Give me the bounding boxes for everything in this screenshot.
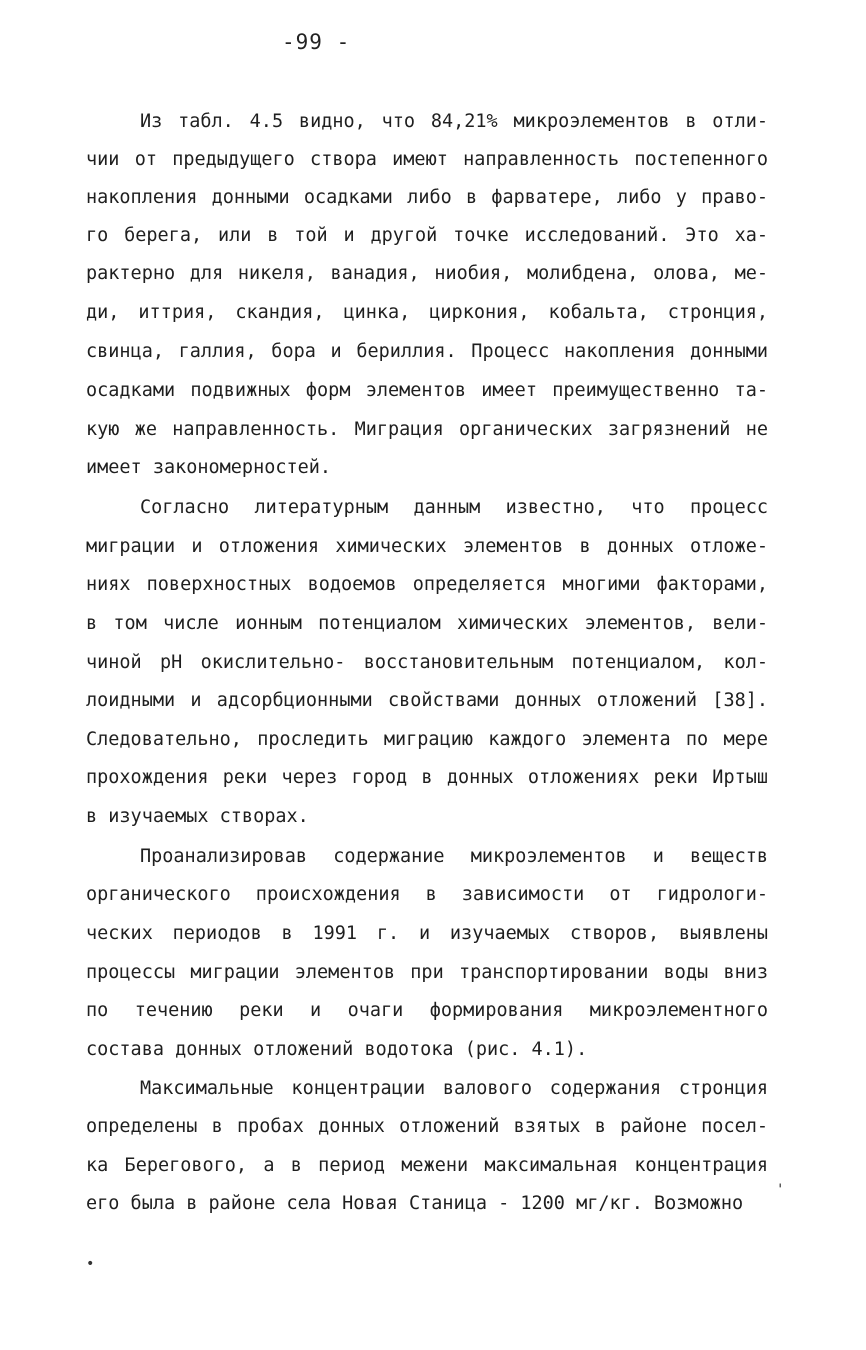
paragraph-1-line-2: чии от предыдущего створа имеют направленность постепенного — [86, 149, 768, 170]
paragraph-2-line-1: Согласно литературным данным известно, что процесс — [140, 497, 768, 518]
paragraph-4-line-1: Максимальные концентрации валового содержания стронция — [140, 1078, 768, 1099]
paragraph-2-line-2: миграции и отложения химических элементов в донных отложе- — [86, 536, 768, 557]
paragraph-3-line-4: процессы миграции элементов при транспортировании воды вниз — [86, 962, 768, 983]
paragraph-4-line-4: его была в районе села Новая Станица - 1200 мг/кг. Возможно — [86, 1193, 744, 1214]
paragraph-1-line-4: го берега, или в той и другой точке исследований. Это ха- — [86, 225, 768, 246]
paragraph-3-line-5: по течению реки и очаги формирования микроэлементного — [86, 1000, 768, 1021]
paragraph-1-line-6: ди, иттрия, скандия, цинка, циркония, кобальта, стронция, — [86, 302, 768, 323]
paragraph-2-line-5: чиной рН окислительно- восстановительным потенциалом, кол- — [86, 652, 768, 673]
paragraph-1-line-9: кую же направленность. Миграция органических загрязнений не — [86, 419, 768, 440]
page-number: -99 - — [282, 30, 351, 54]
paragraph-1-line-5: рактерно для никеля, ванадия, ниобия, молибдена, олова, ме- — [86, 263, 768, 284]
paragraph-2-line-3: ниях поверхностных водоемов определяется многими факторами, — [86, 574, 768, 595]
paragraph-2-line-9: в изучаемых створах. — [86, 806, 309, 827]
scan-dot: • — [86, 1256, 95, 1272]
paragraph-3-line-3: ческих периодов в 1991 г. и изучаемых створов, выявлены — [86, 923, 768, 944]
paragraph-4-line-3: ка Берегового, а в период межени максимальная концентрация — [86, 1155, 768, 1176]
paragraph-2-line-7: Следовательно, проследить миграцию каждого элемента по мере — [86, 729, 768, 750]
paragraph-1-line-1: Из табл. 4.5 видно, что 84,21% микроэлементов в отли- — [140, 111, 768, 132]
paragraph-2-line-8: прохождения реки через город в донных отложениях реки Иртыш — [86, 767, 768, 788]
paragraph-1-line-3: накопления донными осадками либо в фарватере, либо у право- — [86, 187, 768, 208]
paragraph-1-line-8: осадками подвижных форм элементов имеет преимущественно та- — [86, 380, 768, 401]
paragraph-3-line-2: органического происхождения в зависимости от гидрологи- — [86, 884, 768, 905]
paragraph-1-line-10: имеет закономерностей. — [86, 457, 332, 478]
paragraph-3-line-6: состава донных отложений водотока (рис. 4.1). — [86, 1039, 588, 1060]
paragraph-3-line-1: Проанализировав содержание микроэлементов и веществ — [140, 846, 768, 867]
paragraph-2-line-4: в том числе ионным потенциалом химических элементов, вели- — [86, 613, 768, 634]
paragraph-1-line-7: свинца, галлия, бора и бериллия. Процесс накопления донными — [86, 341, 768, 362]
paragraph-2-line-6: лоидными и адсорбционными свойствами донных отложений [38]. — [86, 690, 768, 711]
scan-mark: ' — [776, 1182, 785, 1198]
paragraph-4-line-2: определены в пробах донных отложений взятых в районе посел- — [86, 1116, 768, 1137]
